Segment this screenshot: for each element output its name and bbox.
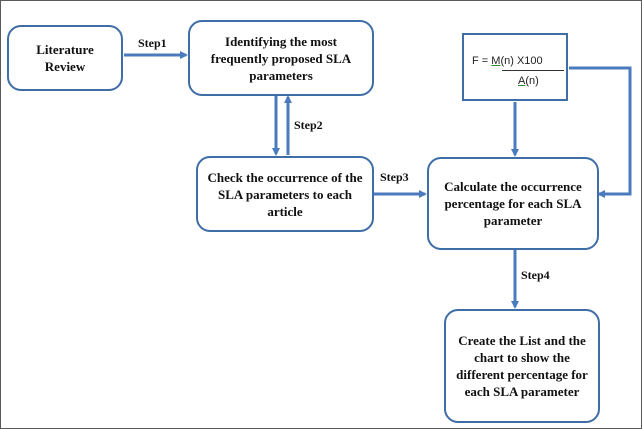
formula-fraction-line [502, 70, 564, 71]
formula-denominator [518, 75, 539, 87]
calculate-percentage-label: Calculate the occurrence percentage for each SLA parameter [444, 179, 582, 228]
step2-label: Step2 [294, 118, 323, 132]
step4-label: Step4 [521, 268, 550, 282]
identify-parameters-box [188, 20, 374, 96]
formula-box [462, 33, 568, 101]
create-list-chart-box [444, 309, 600, 423]
check-occurrence-label: Check the occurrence of the SLA parameters to each article [207, 169, 363, 219]
formula-a: A [518, 75, 526, 87]
step1-label: Step1 [138, 36, 167, 50]
create-list-chart-label: Create the List and the chart to show the different percentage for each SLA parameter [456, 333, 588, 399]
identify-parameters-label: Identifying the most frequently proposed SLA parameters [210, 33, 352, 83]
formula-numerator [472, 55, 543, 67]
check-occurrence-box [196, 156, 374, 232]
formula-lhs: F = [472, 55, 492, 67]
literature-review-box [7, 25, 123, 91]
formula-a-rest: (n) [525, 75, 539, 87]
formula-m: M [491, 55, 501, 67]
calculate-percentage-box [427, 157, 599, 250]
literature-review-label: Literature Review [36, 42, 94, 74]
step3-label: Step3 [380, 170, 409, 184]
formula-m-rest: (n) X100 [500, 55, 543, 67]
